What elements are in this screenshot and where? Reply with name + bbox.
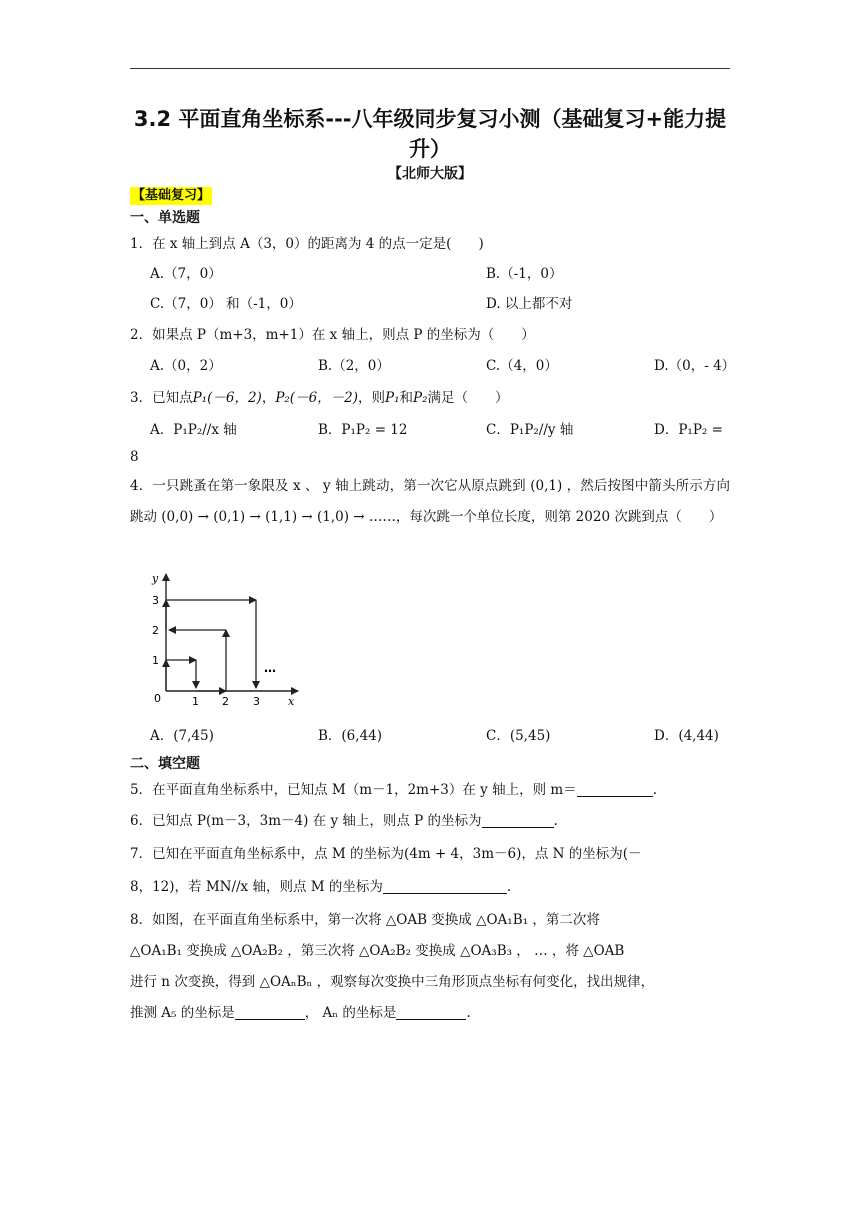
page-title: 3.2 平面直角坐标系---八年级同步复习小测（基础复习+能力提升） [133, 107, 727, 161]
origin-label: 0 [154, 692, 161, 705]
question-2-option-c: C.（4，0） [486, 358, 558, 374]
y-tick-1: 1 [152, 654, 159, 667]
section-heading-single-choice: 一、单选题 [130, 210, 200, 226]
question-7-answer-blank[interactable] [383, 879, 507, 894]
question-6 [130, 809, 558, 829]
basic-review-tag: 【基础复习】 [132, 188, 211, 203]
question-2-option-d: D.（0，- 4） [654, 358, 736, 374]
section-heading-fill-in: 二、填空题 [130, 756, 200, 772]
question-7-line-1: 7．已知在平面直角坐标系中，点 M 的坐标为(4m + 4，3m－6)，点 N 的坐标为(－ [130, 846, 642, 862]
q3-p2-ref: P₂ [413, 390, 428, 406]
x-tick-3: 3 [253, 695, 260, 708]
question-7-line-2 [130, 875, 511, 895]
question-2-option-a: A.（0，2） [150, 358, 222, 374]
question-5-end: . [652, 782, 657, 798]
question-3-option-b: B．P₁P₂ = 12 [318, 422, 408, 438]
q3-suffix: 满足（ ） [427, 390, 509, 406]
question-2-stem: 2．如果点 P（m+3，m+1）在 x 轴上，则点 P 的坐标为（ ） [130, 327, 535, 343]
question-3-option-a: A．P₁P₂//x 轴 [150, 422, 237, 438]
header-rule [130, 68, 730, 69]
question-8-a5-blank[interactable] [235, 1005, 305, 1020]
question-1-stem: 1．在 x 轴上到点 A（3，0）的距离为 4 的点一定是( ) [130, 236, 484, 252]
q3-and: 和 [399, 390, 414, 406]
question-8-line-4 [130, 1001, 471, 1021]
question-8-an-blank[interactable] [396, 1005, 466, 1020]
q3-prefix: 3．已知点 [130, 390, 193, 406]
question-3-option-d: D．P₁P₂ = [654, 422, 723, 438]
y-axis-label: y [152, 572, 159, 585]
y-tick-3: 3 [152, 594, 159, 607]
question-8-line-1: 8．如图，在平面直角坐标系中，第一次将 △OAB 变换成 △OA₁B₁ ，第二次将 [130, 912, 600, 928]
question-4-option-d: D．(4,44) [654, 728, 719, 744]
question-7-end: . [506, 879, 512, 895]
q3-point-p1: P₁(－6，2) [192, 390, 262, 406]
question-1-option-c: C.（7，0） 和（-1，0） [150, 296, 302, 312]
question-6-stem: 6．已知点 P(m－3，3m－4) 在 y 轴上，则点 P 的坐标为 [130, 813, 482, 829]
question-5 [130, 778, 657, 798]
question-5-stem: 5．在平面直角坐标系中，已知点 M（m－1，2m+3）在 y 轴上，则 m＝ [130, 782, 577, 798]
question-4-option-a: A．(7,45) [150, 728, 214, 744]
question-8-line-3: 进行 n 次变换，得到 △OAₙBₙ ，观察每次变换中三角形顶点坐标有何变化，找出规律， [130, 974, 655, 990]
question-3-stem [130, 386, 509, 406]
q3-p1-ref: P₁ [385, 390, 400, 406]
question-7-stem: 8，12)，若 MN//x 轴，则点 M 的坐标为 [130, 879, 383, 895]
question-5-answer-blank[interactable] [577, 782, 653, 797]
q3-separator: ， [261, 390, 276, 406]
question-8-end: . [466, 1005, 471, 1021]
question-2-option-b: B.（2，0） [318, 358, 390, 374]
question-8-an-prompt: ， Aₙ 的坐标是 [304, 1005, 397, 1021]
question-3-option-d-continued: 8 [130, 449, 139, 465]
question-4-option-c: C．(5,45) [486, 728, 551, 744]
x-tick-1: 1 [192, 695, 199, 708]
question-8-a5-prompt: 推测 A₅ 的坐标是 [130, 1005, 235, 1021]
edition-subtitle: 【北师大版】 [388, 166, 472, 182]
continuation-dots: … [264, 661, 276, 675]
q3-mid: ，则 [358, 390, 386, 406]
jump-path [166, 600, 256, 691]
question-8-line-2: △OA₁B₁ 变换成 △OA₂B₂ ，第三次将 △OA₂B₂ 变换成 △OA₃B₃ ， … ，将 △OAB [130, 943, 625, 959]
flea-jump-figure [140, 566, 305, 716]
x-tick-2: 2 [222, 695, 229, 708]
question-4-option-b: B．(6,44) [318, 728, 383, 744]
question-1-option-d: D. 以上都不对 [486, 296, 573, 312]
question-3-option-c: C．P₁P₂//y 轴 [486, 422, 574, 438]
question-6-answer-blank[interactable] [482, 813, 554, 828]
y-tick-2: 2 [152, 624, 159, 637]
x-axis-label: x [288, 695, 295, 708]
q3-point-p2: P₂(－6，－2) [275, 390, 359, 406]
question-1-option-b: B.（-1，0） [486, 266, 563, 282]
question-1-option-a: A.（7，0） [150, 266, 222, 282]
question-4-stem: 4．一只跳蚤在第一象限及 x 、 y 轴上跳动，第一次它从原点跳到 (0,1) ，然后按图中箭头所示方向跳动 (0,0) → (0,1) → (1,1) → (1,0) → ……，每次跳一个单位长度，则第 2020 次跳到点（ ） [130, 478, 730, 525]
question-6-end: . [553, 813, 558, 829]
